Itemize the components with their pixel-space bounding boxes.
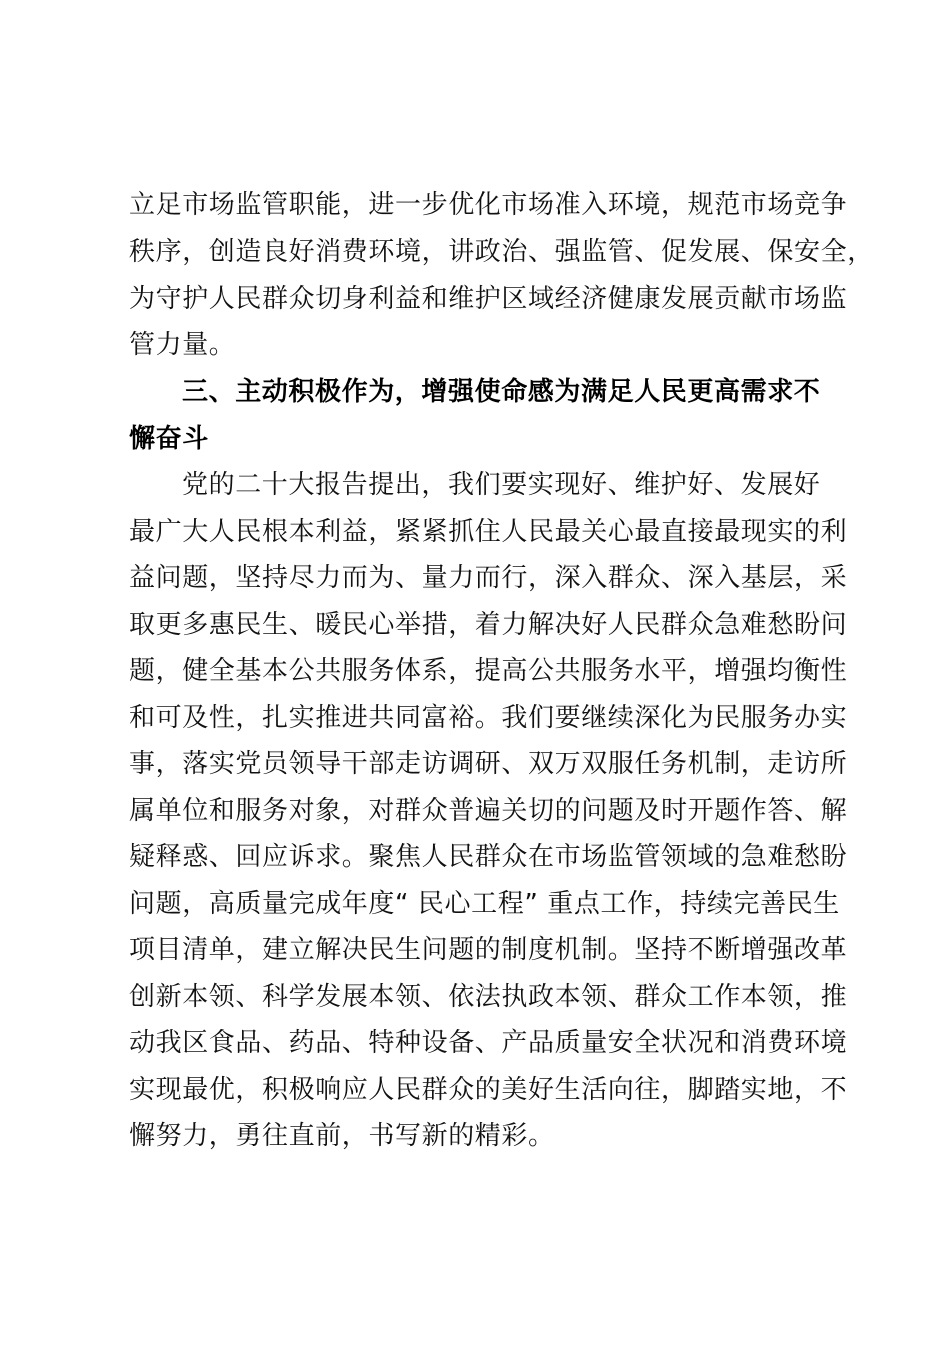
section-heading-line-2: 懈奋斗 <box>129 424 209 454</box>
paragraph-2-line-13: 动我区食品、药品、特种设备、产品质量安全状况和消费环境 <box>129 1028 848 1058</box>
paragraph-1-line-1: 立足市场监管职能，进一步优化市场准入环境，规范市场竞争 <box>129 190 848 220</box>
paragraph-1-line-3: 为守护人民群众切身利益和维护区域经济健康发展贡献市场监 <box>129 284 848 314</box>
paragraph-2-line-2: 最广大人民根本利益，紧紧抓住人民最关心最直接最现实的利 <box>129 517 848 547</box>
paragraph-2-line-7: 事，落实党员领导干部走访调研、双万双服任务机制，走访所 <box>129 749 848 779</box>
paragraph-2-line-14: 实现最优，积极响应人民群众的美好生活向往，脚踏实地，不 <box>129 1075 848 1105</box>
paragraph-2-line-5: 题，健全基本公共服务体系，提高公共服务水平，增强均衡性 <box>129 656 848 686</box>
paragraph-2-line-12: 创新本领、科学发展本领、依法执政本领、群众工作本领，推 <box>129 982 848 1012</box>
paragraph-2-line-15: 懈努力，勇往直前，书写新的精彩。 <box>129 1121 555 1151</box>
paragraph-2-line-10: 问题，高质量完成年度“ 民心工程” 重点工作，持续完善民生 <box>129 889 840 919</box>
paragraph-2-line-6: 和可及性，扎实推进共同富裕。我们要继续深化为民服务办实 <box>129 703 848 733</box>
paragraph-1-line-2: 秩序，创造良好消费环境，讲政治、强监管、促发展、保安全， <box>129 237 874 267</box>
section-heading-line-1: 三、主动积极作为，增强使命感为满足人民更高需求不 <box>182 377 821 407</box>
paragraph-2-line-9: 疑释惑、回应诉求。聚焦人民群众在市场监管领域的急难愁盼 <box>129 842 848 872</box>
paragraph-1-line-4: 管力量。 <box>129 330 236 360</box>
paragraph-2-line-8: 属单位和服务对象，对群众普遍关切的问题及时开题作答、解 <box>129 796 848 826</box>
paragraph-2-line-11: 项目清单，建立解决民生问题的制度机制。坚持不断增强改革 <box>129 935 848 965</box>
paragraph-2-line-3: 益问题，坚持尽力而为、量力而行，深入群众、深入基层，采 <box>129 563 848 593</box>
paragraph-2-line-4: 取更多惠民生、暖民心举措，着力解决好人民群众急难愁盼问 <box>129 610 848 640</box>
paragraph-2-line-1: 党的二十大报告提出，我们要实现好、维护好、发展好 <box>182 470 821 500</box>
